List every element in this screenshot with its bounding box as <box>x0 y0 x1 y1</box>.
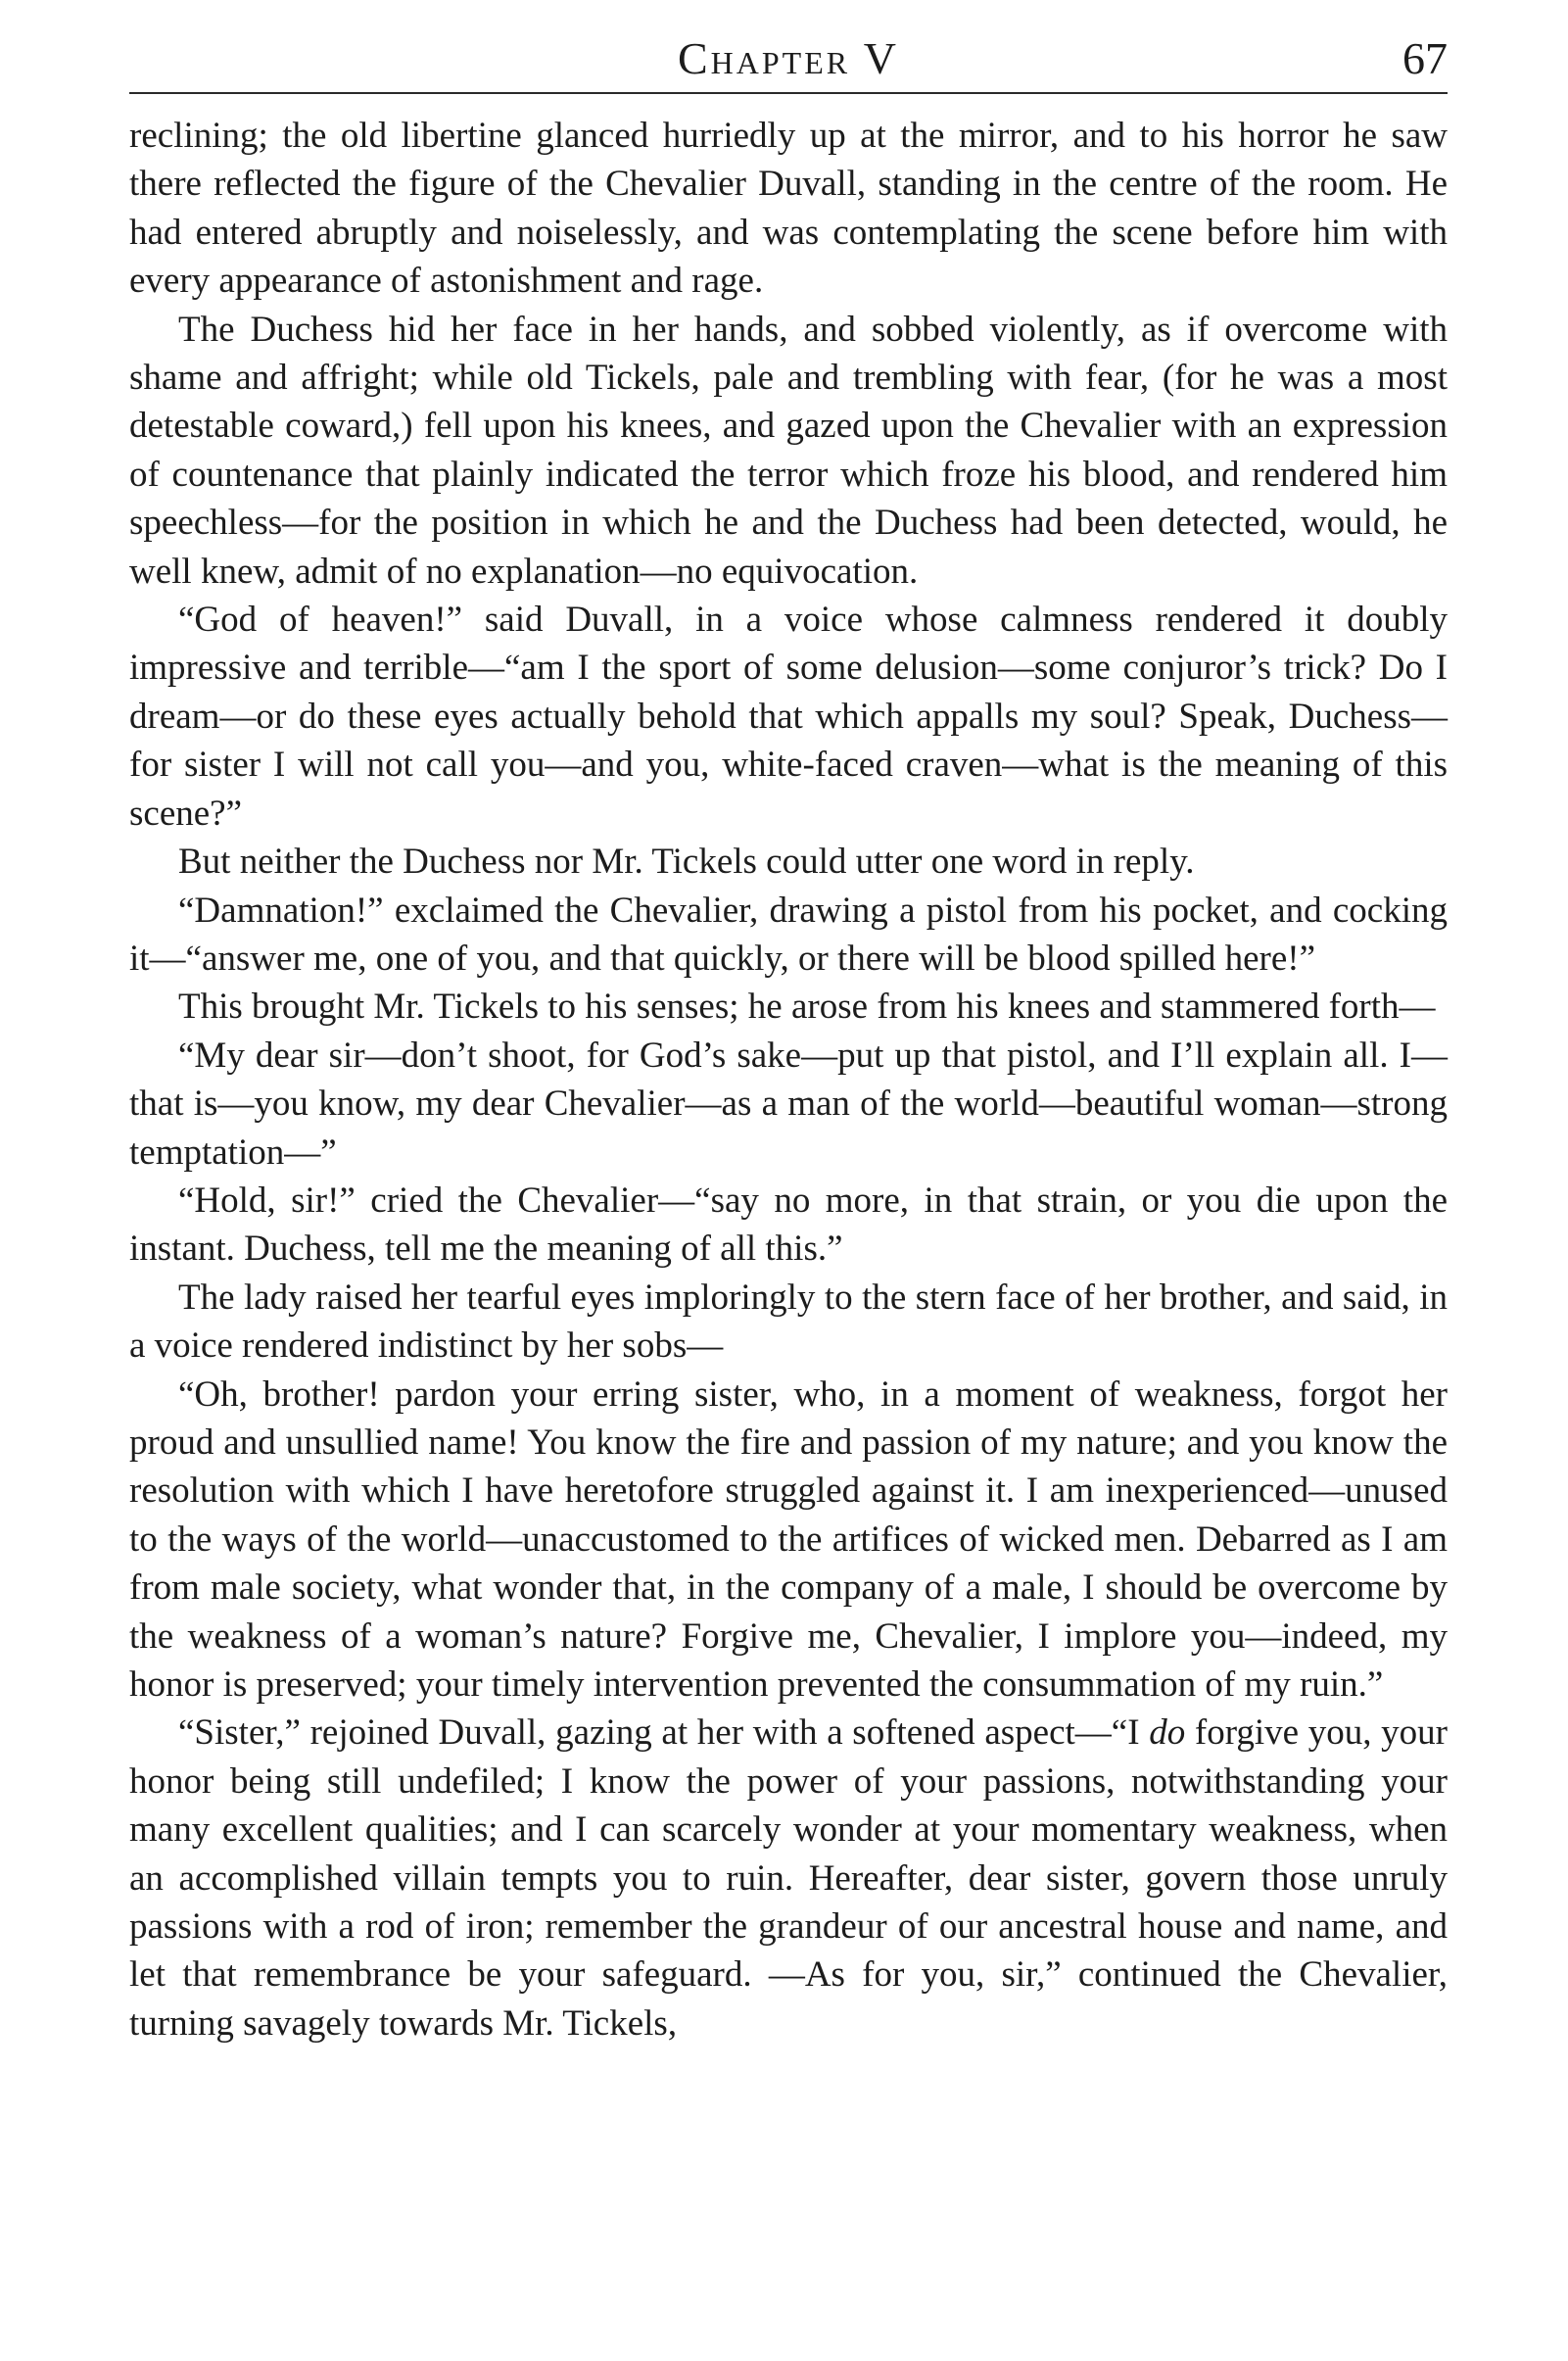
paragraph-text: forgive you, your honor being still undefiled; I know the power of your passions, notwithstanding your many excellent qualities; and I can scarcely wonder at your momentary weakness, when an accomplished villain tempts you to ruin. Hereafter, dear sister, govern those unruly passions with a rod of iron; remember the grandeur of our ancestral house and name, and let that remembrance be your safeguard. —As for you, sir,” continued the Chevalier, turning savagely towards Mr. Tickels, <box>129 1712 1448 2044</box>
running-head <box>129 27 1448 96</box>
paragraph: “Oh, brother! pardon your erring sister, who, in a moment of weakness, forgot her proud and unsullied name! You know the fire and passion of my nature; and you know the resolution with which I have heretofore struggled against it. I am inexperienced—unused to the ways of the world—unaccustomed to the artifices of wicked men. Debarred as I am from male society, what wonder that, in the company of a male, I should be overcome by the weakness of a woman’s nature? Forgive me, Chevalier, I implore you—indeed, my honor is preserved; your timely intervention prevented the consummation of my ruin.” <box>129 1373 1448 1705</box>
paragraph: The Duchess hid her face in her hands, and sobbed violently, as if overcome with shame and affright; while old Tickels, pale and trembling with fear, (for he was a most detestable coward,) fell upon his knees, and gazed upon the Chevalier with an expression of countenance that plainly indicated the terror which froze his blood, and rendered him speechless—for the position in which he and the Duchess had been detected, would, he well knew, admit of no explanation—no equivocation. <box>129 309 1448 592</box>
paragraph-last <box>129 1709 1448 2048</box>
paragraph-text: “Sister,” rejoined Duvall, gazing at her with a softened aspect—“I <box>178 1712 1150 1754</box>
paragraph: “Hold, sir!” cried the Chevalier—“say no more, in that strain, or you die upon the instant. Duchess, tell me the meaning of all this.” <box>129 1180 1448 1270</box>
header-rule <box>129 92 1448 94</box>
paragraph: “My dear sir—don’t shoot, for God’s sake—put up that pistol, and I’ll explain all. I—that is—you know, my dear Chevalier—as a man of the world—beautiful woman—strong temptation—” <box>129 1035 1448 1173</box>
paragraph: This brought Mr. Tickels to his senses; he arose from his knees and stammered forth— <box>178 987 1436 1028</box>
paragraph-continued: reclining; the old libertine glanced hurriedly up at the mirror, and to his horror he saw there reflected the figure of the Chevalier Duvall, standing in the centre of the room. He had entered abruptly and noiselessly, and was contemplating the scene before him with every appearance of astonishment and rage. <box>129 116 1448 302</box>
paragraph: The lady raised her tearful eyes imploringly to the stern face of her brother, and said, in a voice rendered indistinct by her sobs— <box>129 1277 1448 1367</box>
chapter-title: Chapter V <box>677 33 900 83</box>
paragraph: But neither the Duchess nor Mr. Tickels could utter one word in reply. <box>178 842 1195 883</box>
paragraph: “God of heaven!” said Duvall, in a voice whose calmness rendered it doubly impressive and terrible—“am I the sport of some delusion—some conjuror’s trick? Do I dream—or do these eyes actually behold that which appalls my soul? Speak, Duchess—for sister I will not call you—and you, white-faced craven—what is the meaning of this scene?” <box>129 600 1448 834</box>
paragraph: “Damnation!” exclaimed the Chevalier, drawing a pistol from his pocket, and cocking it—“answer me, one of you, and that quickly, or there will be blood spilled here!” <box>129 890 1448 979</box>
page-number: 67 <box>1402 33 1448 83</box>
body-text <box>129 112 1448 2336</box>
emphasized-word: do <box>1149 1712 1186 1754</box>
